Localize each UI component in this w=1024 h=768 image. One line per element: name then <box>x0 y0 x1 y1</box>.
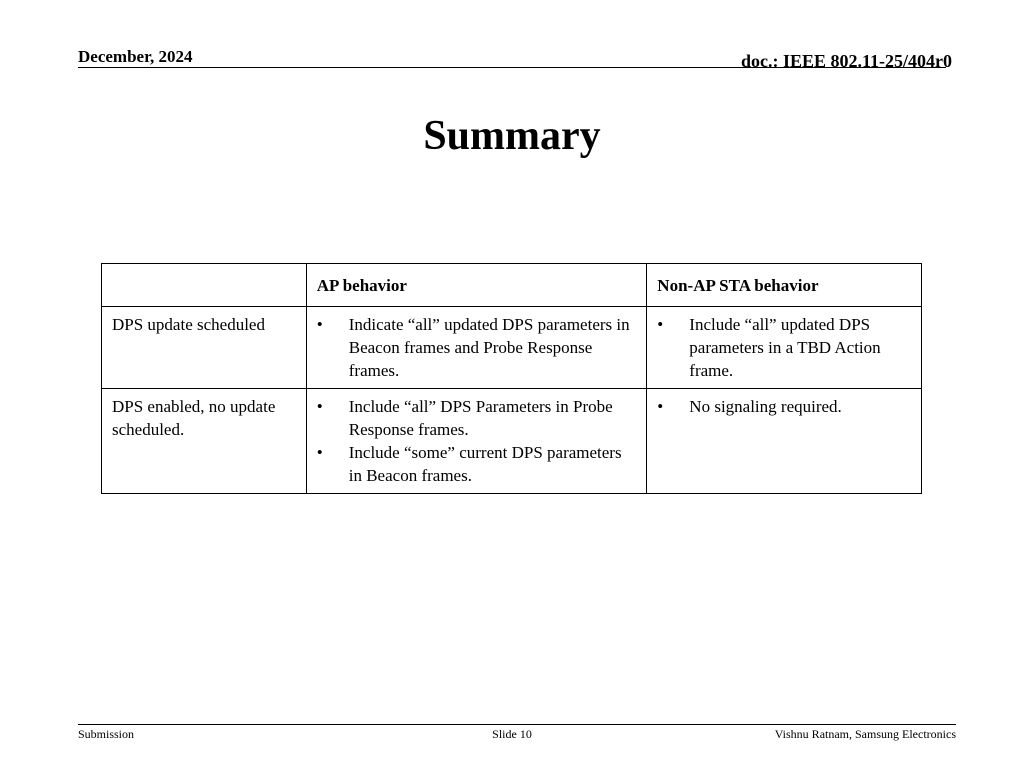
bullet-text: Indicate “all” updated DPS parameters in Beacon frames and Probe Response frames. <box>348 315 630 380</box>
bullet-text: Include “some” current DPS parameters in Beacon frames. <box>348 443 622 485</box>
bullet-item <box>657 313 911 382</box>
bullet-item <box>317 313 637 382</box>
bullet-icon: • <box>316 443 323 462</box>
bullet-icon: • <box>657 397 664 416</box>
bullet-icon: • <box>657 315 664 334</box>
ap-behavior-cell <box>306 307 647 389</box>
footer-submission: Submission <box>78 727 135 741</box>
row-label: DPS update scheduled <box>102 307 307 389</box>
bullet-icon: • <box>316 397 323 416</box>
sta-behavior-cell <box>647 307 922 389</box>
header-divider <box>78 67 946 68</box>
table-header-row <box>102 264 922 307</box>
bullet-icon: • <box>316 315 323 334</box>
bullet-text: Include “all” updated DPS parameters in a TBD Action frame. <box>689 315 881 380</box>
sta-behavior-cell <box>647 389 922 494</box>
footer-divider <box>78 724 956 725</box>
bullet-item <box>657 395 911 418</box>
table-row <box>102 307 922 389</box>
table-header-empty <box>102 264 307 307</box>
table-row <box>102 389 922 494</box>
bullet-text: No signaling required. <box>689 397 842 416</box>
header-doc-id: doc.: IEEE 802.11-25/404r0 <box>740 51 952 71</box>
ap-behavior-cell <box>306 389 647 494</box>
summary-table <box>101 263 922 494</box>
table-header-sta-behavior: Non-AP STA behavior <box>647 264 922 307</box>
header-date: December, 2024 <box>78 47 193 66</box>
bullet-item <box>317 441 637 487</box>
table-header-ap-behavior: AP behavior <box>306 264 647 307</box>
row-label: DPS enabled, no update scheduled. <box>102 389 307 494</box>
footer-slide-number: Slide 10 <box>492 727 532 741</box>
bullet-text: Include “all” DPS Parameters in Probe Response frames. <box>348 397 613 439</box>
footer-author: Vishnu Ratnam, Samsung Electronics <box>774 727 956 741</box>
slide-title: Summary <box>423 113 601 159</box>
bullet-item <box>317 395 637 441</box>
